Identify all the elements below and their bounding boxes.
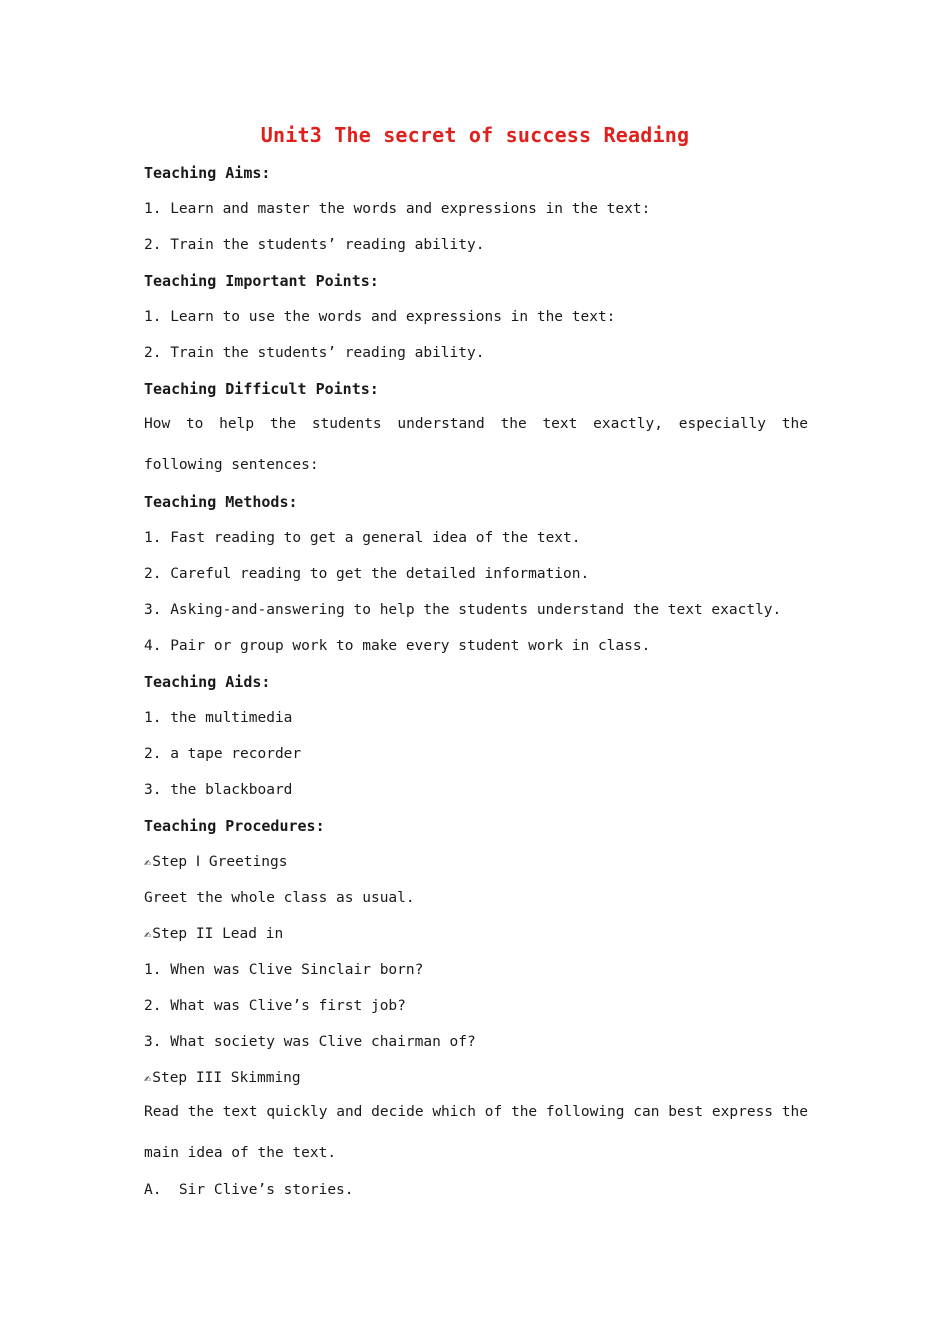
lead-in-question: 1. When was Clive Sinclair born? [144,962,424,978]
aids-item: 1. the multimedia [144,710,293,726]
important-item: 2. Train the students’ reading ability. [144,345,485,361]
writing-hand-icon: ✍ [144,855,152,869]
aims-item: 1. Learn and master the words and expressions in the text: [144,201,651,217]
skimming-option-a: A. Sir Clive’s stories. [144,1182,354,1198]
aids-item: 3. the blackboard [144,782,293,798]
lead-in-question: 2. What was Clive’s first job? [144,998,406,1014]
step-1-title [144,853,287,871]
skimming-instruction: Read the text quickly and decide which of the following can best express the main idea of the text. [144,1104,808,1161]
step-2-label: Step II Lead in [152,926,284,942]
teaching-aids-heading: Teaching Aids: [144,673,271,691]
step-3-title [144,1069,301,1087]
teaching-procedures-heading: Teaching Procedures: [144,817,325,835]
methods-item: 1. Fast reading to get a general idea of the text. [144,530,581,546]
writing-hand-icon: ✍ [144,1071,152,1085]
step-3-label: Step III Skimming [152,1070,301,1086]
aids-item: 2. a tape recorder [144,746,302,762]
step-1-label: Step Ⅰ Greetings [152,854,288,870]
page-title: Unit3 The secret of success Reading [260,123,690,147]
step-2-title [144,925,283,943]
writing-hand-icon: ✍ [144,927,152,941]
difficult-points-heading: Teaching Difficult Points: [144,380,379,398]
methods-item: 2. Careful reading to get the detailed information. [144,566,590,582]
methods-item: 3. Asking-and-answering to help the students understand the text exactly. [144,602,782,618]
step-1-text: Greet the whole class as usual. [144,890,415,906]
lead-in-question: 3. What society was Clive chairman of? [144,1034,476,1050]
important-points-heading: Teaching Important Points: [144,272,379,290]
important-item: 1. Learn to use the words and expressions in the text: [144,309,616,325]
teaching-methods-heading: Teaching Methods: [144,493,298,511]
aims-item: 2. Train the students’ reading ability. [144,237,485,253]
difficult-points-text: How to help the students understand the text exactly, especially the following sentences: [144,416,808,473]
teaching-aims-heading: Teaching Aims: [144,164,271,182]
methods-item: 4. Pair or group work to make every student work in class. [144,638,651,654]
